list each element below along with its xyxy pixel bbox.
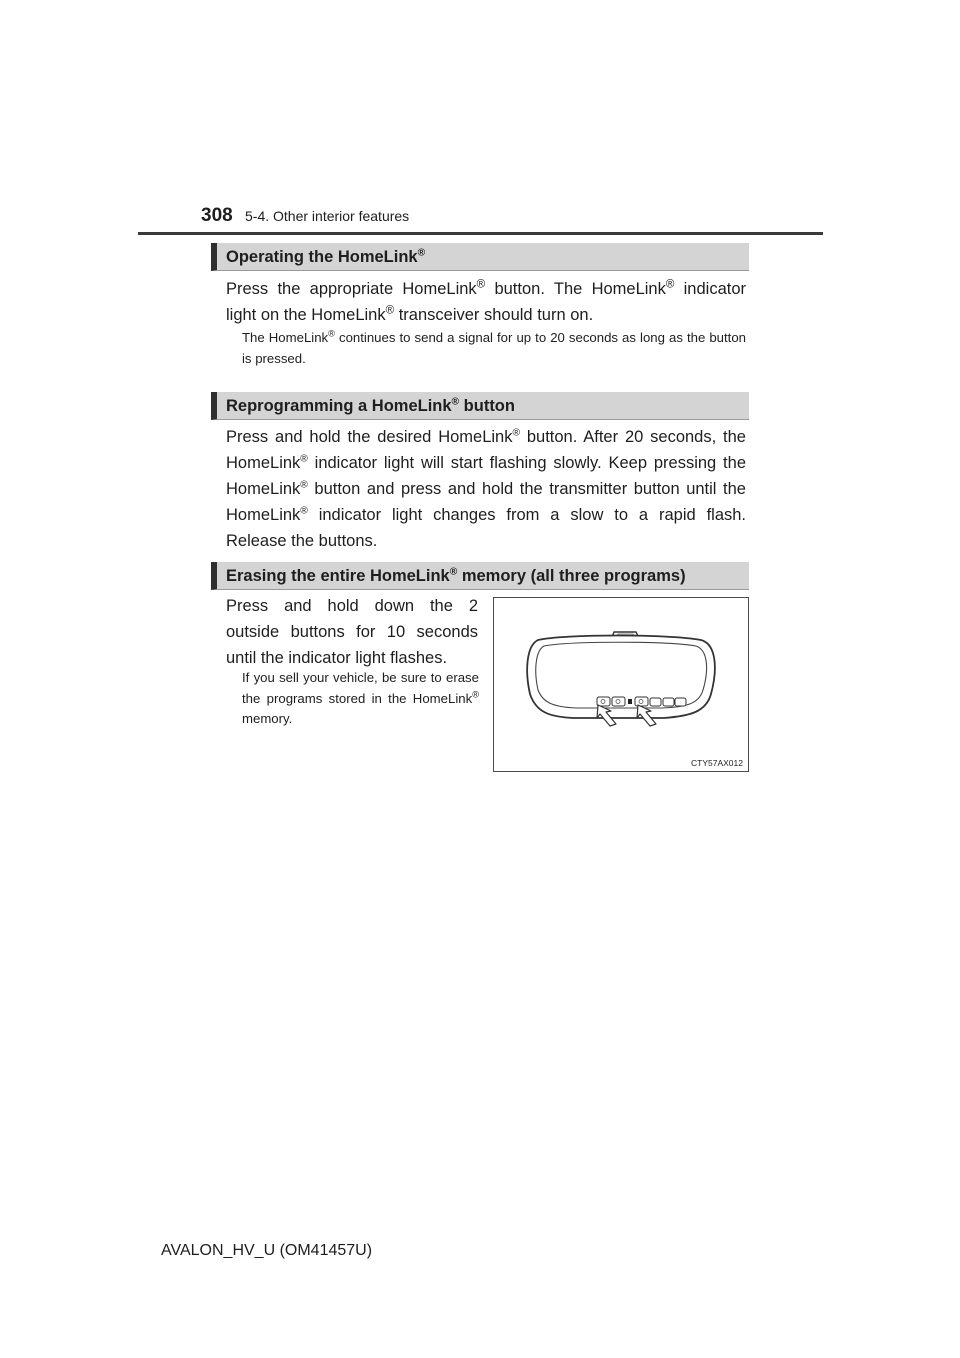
erasing-note: If you sell your vehicle, be sure to erase the programs stored in the HomeLink® memory. (242, 670, 479, 726)
footer-document-id: AVALON_HV_U (OM41457U) (161, 1242, 373, 1259)
heading-operating-homelink: Operating the HomeLink® (211, 243, 749, 271)
heading-erasing: Erasing the entire HomeLink® memory (all three programs) (211, 562, 749, 590)
heading-reprogramming: Reprogramming a HomeLink® button (211, 392, 749, 420)
page-number: 308 (201, 205, 233, 226)
mirror-figure (493, 597, 749, 772)
section-title: 5-4. Other interior features (245, 208, 410, 224)
figure-code: CTY57AX012 (691, 758, 743, 768)
header-divider (138, 232, 823, 235)
erasing-body: Press and hold down the 2 outside buttons for 10 seconds until the indicator light flashes. (226, 597, 478, 667)
operating-body: Press the appropriate HomeLink® button. The HomeLink® indicator light on the HomeLink® transceiver should turn on. (226, 278, 747, 324)
rearview-mirror-icon (494, 598, 748, 771)
operating-note: The HomeLink® continues to send a signal for up to 20 seconds as long as the button is pressed. (242, 328, 746, 366)
reprogramming-body: Press and hold the desired HomeLink® button. After 20 seconds, the HomeLink® indicator light will start flashing slowly. Keep pressing the HomeLink® button and press and hold the transmitter button until the HomeLink® indicator light changes from a slow to a rapid flash. Release the buttons. (226, 427, 746, 550)
